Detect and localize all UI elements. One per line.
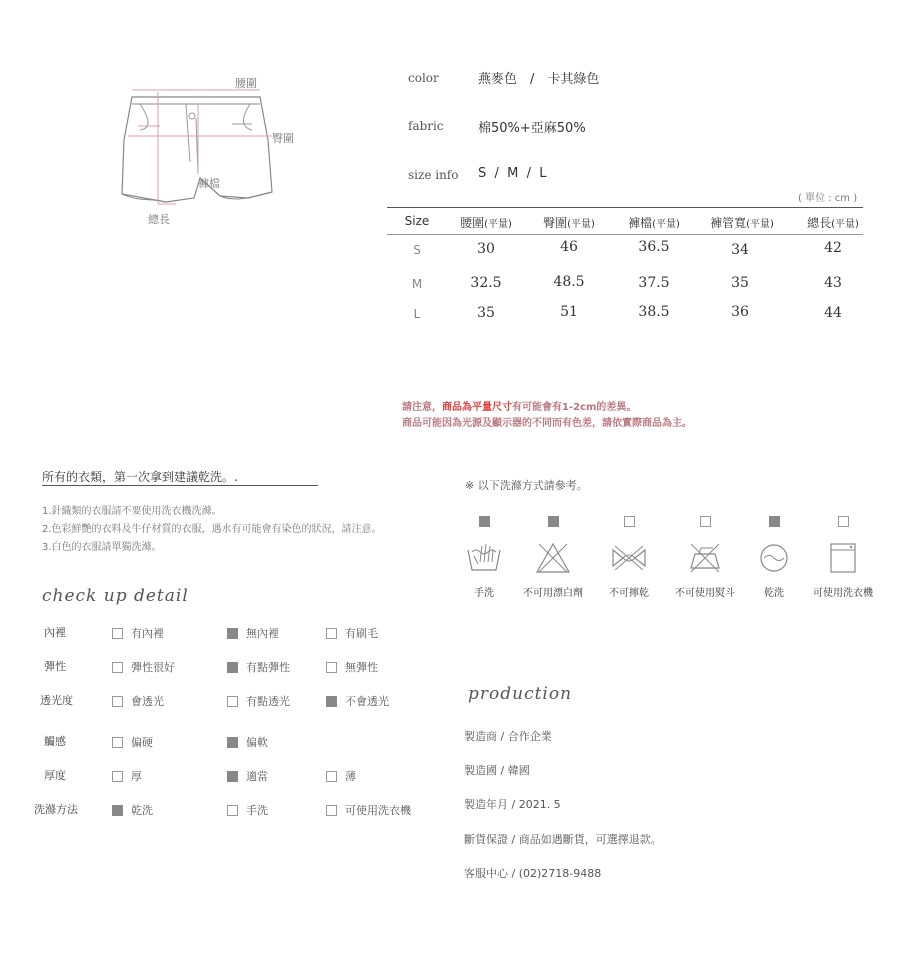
production-line: 斷貨保證 / 商品如遇斷貨，可選擇退款。: [464, 833, 662, 846]
table-cell: 38.5: [638, 304, 670, 320]
production-line: 製造商 / 合作企業: [464, 730, 552, 743]
table-cell: 35: [477, 305, 495, 321]
table-cell: 48.5: [553, 274, 585, 290]
table-cell: 30: [477, 241, 495, 257]
rise-label: 褲檔: [198, 177, 220, 190]
empty-box-icon: [326, 662, 337, 673]
checked-box-icon: [227, 771, 238, 782]
checkup-option: [227, 693, 290, 709]
checkup-option-label: 會透光: [131, 695, 164, 708]
empty-box-icon: [326, 771, 337, 782]
checkup-option: [112, 768, 142, 784]
checkup-option-label: 有點透光: [246, 695, 290, 708]
col-header-hip: 臀圍(平量): [543, 216, 595, 230]
length-label: 總長: [148, 213, 170, 226]
washing-label: 不可擰乾: [609, 588, 649, 599]
care-title: 所有的衣類，第一次拿到建議乾洗。.: [42, 470, 238, 484]
table-cell: 36.5: [638, 239, 670, 255]
empty-box-icon: [112, 771, 123, 782]
checkup-option-label: 彈性很好: [131, 661, 175, 674]
unit-label: ( 單位 : cm ): [798, 193, 858, 204]
checkup-option: [227, 659, 290, 675]
table-header-rule: [387, 234, 863, 235]
empty-box-icon: [838, 516, 849, 527]
checkup-option: [112, 734, 153, 750]
table-cell: 51: [560, 304, 578, 320]
checkup-label: 透光度: [40, 694, 73, 707]
checked-box-icon: [548, 516, 559, 527]
table-cell: 34: [731, 242, 749, 258]
production-line: 客服中心 / (02)2718-9488: [464, 867, 602, 880]
production-line: 製造國 / 韓國: [464, 764, 530, 777]
empty-box-icon: [112, 662, 123, 673]
empty-box-icon: [624, 516, 635, 527]
checkup-option-label: 偏軟: [246, 736, 268, 749]
washing-label: 可使用洗衣機: [813, 588, 873, 599]
col-header-size: Size: [404, 214, 430, 228]
washing-label: 乾洗: [764, 588, 784, 599]
checkup-option: [112, 625, 164, 641]
col-header-length: 總長(平量): [807, 216, 859, 230]
production-line: 製造年月 / 2021. 5: [464, 798, 561, 811]
checkup-label: 彈性: [44, 660, 66, 673]
no-bleach-icon: [535, 542, 571, 574]
machine-wash-icon: [825, 542, 861, 574]
table-cell: 46: [560, 239, 578, 255]
washing-header: ※ 以下洗滌方式請參考。: [465, 479, 588, 492]
checkup-option-label: 手洗: [246, 804, 268, 817]
care-title-underline: [42, 485, 318, 486]
empty-box-icon: [112, 737, 123, 748]
table-row-size: L: [413, 307, 421, 321]
empty-box-icon: [326, 805, 337, 816]
checkup-option-label: 有刷毛: [345, 627, 378, 640]
production-title: production: [468, 684, 573, 704]
care-item: 2.色彩鮮艷的衣料及牛仔材質的衣服，遇水有可能會有染色的狀況，請注意。: [42, 524, 382, 535]
col-header-leg: 褲管寬(平量): [710, 216, 774, 230]
empty-box-icon: [326, 628, 337, 639]
washing-label: 不可用漂白劑: [523, 588, 583, 599]
checkup-option-label: 薄: [345, 770, 356, 783]
table-cell: 36: [731, 304, 749, 320]
checkup-option-label: 適當: [246, 770, 268, 783]
checkup-option: [112, 659, 175, 675]
notice-line-1: 請注意，商品為平量尺寸有可能會有1-2cm的差異。: [402, 402, 637, 413]
checked-box-icon: [112, 805, 123, 816]
checkup-label: 內裡: [44, 626, 66, 639]
empty-box-icon: [112, 696, 123, 707]
no-iron-icon: [687, 542, 723, 574]
empty-box-icon: [112, 628, 123, 639]
empty-box-icon: [227, 696, 238, 707]
checkup-option: [326, 693, 389, 709]
table-cell: 32.5: [470, 275, 502, 291]
checkup-option: [227, 768, 268, 784]
care-item: 1.針織類的衣服請不要使用洗衣機洗滌。: [42, 506, 222, 517]
size-info-value: S / M / L: [478, 166, 547, 181]
checkup-option: [227, 802, 268, 818]
empty-box-icon: [227, 805, 238, 816]
checked-box-icon: [479, 516, 490, 527]
checkup-option-label: 偏硬: [131, 736, 153, 749]
checkup-title: check up detail: [42, 586, 189, 606]
waist-label: 腰圍: [235, 77, 257, 90]
checked-box-icon: [227, 737, 238, 748]
checkup-option: [326, 768, 356, 784]
table-cell: 43: [824, 275, 842, 291]
table-cell: 37.5: [638, 275, 670, 291]
checkup-option: [227, 625, 279, 641]
table-top-rule: [387, 207, 863, 208]
checkup-label: 洗滌方法: [34, 803, 78, 816]
care-item: 3.白色的衣服請單獨洗滌。: [42, 542, 162, 553]
checkup-option-label: 厚: [131, 770, 142, 783]
table-cell: 44: [824, 305, 842, 321]
checkup-option: [326, 802, 411, 818]
table-row-size: S: [413, 243, 421, 257]
checkup-option-label: 有內裡: [131, 627, 164, 640]
checked-box-icon: [769, 516, 780, 527]
checkup-option-label: 不會透光: [345, 695, 389, 708]
washing-label: 不可使用熨斗: [675, 588, 735, 599]
dry-clean-icon: [756, 542, 792, 574]
table-cell: 35: [731, 275, 749, 291]
hip-label: 臀圍: [272, 132, 294, 145]
notice-line-2: 商品可能因為光源及顯示器的不同而有色差，請依實際商品為主。: [402, 418, 692, 429]
checkup-label: 厚度: [44, 769, 66, 782]
checkup-label: 觸感: [44, 735, 66, 748]
checkup-option: [326, 659, 378, 675]
checked-box-icon: [326, 696, 337, 707]
checkup-option: [326, 625, 378, 641]
checkup-option-label: 無內裡: [246, 627, 279, 640]
checkup-option-label: 有點彈性: [246, 661, 290, 674]
checkup-option: [112, 693, 164, 709]
table-cell: 42: [824, 240, 842, 256]
washing-label: 手洗: [474, 588, 494, 599]
hand-wash-icon: [466, 542, 502, 574]
checked-box-icon: [227, 662, 238, 673]
fabric-value: 棉50%+亞麻50%: [478, 121, 586, 136]
checkup-option-label: 可使用洗衣機: [345, 804, 411, 817]
shorts-diagram-icon: [110, 70, 310, 230]
color-label: color: [408, 71, 439, 85]
table-row-size: M: [411, 277, 423, 291]
no-wring-icon: [611, 542, 647, 574]
checkup-option: [227, 734, 268, 750]
checkup-option-label: 無彈性: [345, 661, 378, 674]
col-header-waist: 腰圍(平量): [460, 216, 512, 230]
col-header-rise: 褲檔(平量): [628, 216, 680, 230]
color-value: 燕麥色 / 卡其綠色: [478, 72, 600, 87]
empty-box-icon: [700, 516, 711, 527]
checkup-option-label: 乾洗: [131, 804, 153, 817]
fabric-label: fabric: [408, 119, 444, 133]
checkup-option: [112, 802, 153, 818]
checked-box-icon: [227, 628, 238, 639]
size-info-label: size info: [408, 168, 459, 182]
